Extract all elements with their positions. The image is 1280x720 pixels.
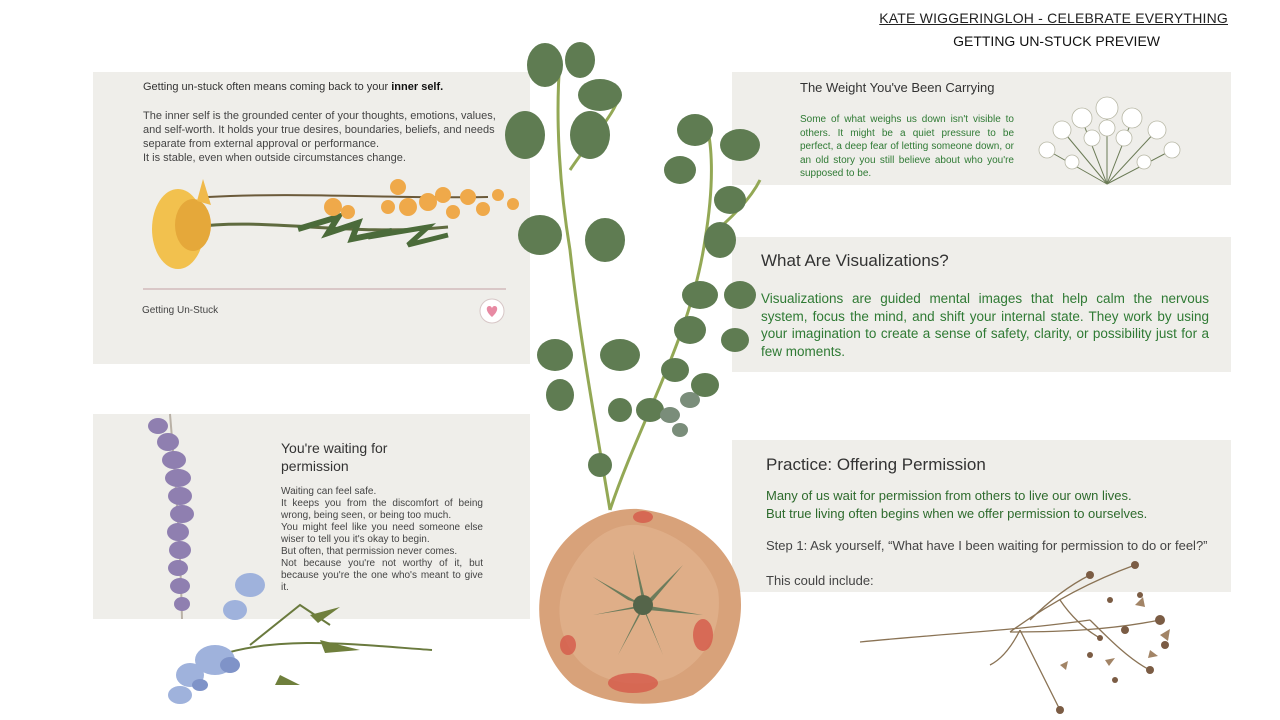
practice-intro: [766, 487, 1216, 522]
card-weight: [732, 72, 1231, 185]
visualizations-body: Visualizations are guided mental images that help calm the nervous system, focus the mind, and shift your internal state. They work by using your imagination to create a sense of safety, clarity, or possibility just for a few moments.: [761, 291, 1209, 359]
inner-self-paragraph: The inner self is the grounded center of your thoughts, emotions, values, and self-worth. It holds your true desires, boundaries, beliefs, and needs separate from external approval or performance.: [143, 110, 496, 150]
pressed-peach-flower-illustration: [533, 505, 748, 705]
blue-flower-sprig-illustration: [160, 565, 440, 720]
waiting-line-1: Waiting can feel safe.: [281, 486, 377, 497]
practice-include-label: This could include:: [766, 573, 874, 588]
waiting-line-3: You might feel like you need someone else wiser to tell you it's okay to begin.: [281, 522, 483, 545]
card-inner-self: [93, 72, 530, 364]
queen-annes-lace-illustration: [1032, 90, 1182, 185]
waiting-line-4: But often, that permission never comes.: [281, 546, 458, 557]
inner-self-body: [143, 109, 508, 165]
dried-seedhead-sprig-illustration: [860, 560, 1190, 715]
pressed-yellow-flowers: [148, 167, 518, 277]
divider: [143, 288, 506, 290]
footer-label: Getting Un-Stuck: [142, 305, 219, 316]
inner-self-bold: inner self.: [391, 81, 444, 93]
pressed-leafy-stem-illustration: [500, 40, 780, 520]
visualizations-title: What Are Visualizations?: [761, 251, 949, 270]
card-visualizations: [732, 237, 1231, 372]
header-author: KATE WIGGERINGLOH - CELEBRATE EVERYTHING: [879, 10, 1228, 26]
waiting-title: You're waiting for permission: [281, 440, 388, 474]
practice-step-1: Step 1: Ask yourself, “What have I been waiting for permission to do or feel?”: [766, 538, 1208, 553]
inner-self-paragraph-2: It is stable, even when outside circumstances change.: [143, 152, 406, 164]
waiting-line-2: It keeps you from the discomfort of being wrong, being seen, or being too much.: [281, 498, 483, 521]
weight-title: The Weight You've Been Carrying: [800, 80, 995, 95]
waiting-line-5: Not because you're not worthy of it, but because you're the one who's meant to give it.: [281, 558, 483, 593]
weight-body: Some of what weighs us down isn't visible to others. It might be a quiet pressure to be perfect, a deep fear of letting someone down, or an old story you still believe about who you're supposed to be.: [800, 114, 1014, 179]
inner-self-intro: Getting un-stuck often means coming back to your inner self.: [143, 81, 444, 93]
practice-title: Practice: Offering Permission: [766, 455, 986, 474]
practice-intro-line-2: But true living often begins when we offer permission to ourselves.: [766, 505, 1148, 521]
practice-intro-line-1: Many of us wait for permission from others to live our own lives.: [766, 488, 1132, 503]
header-subtitle: GETTING UN-STUCK PREVIEW: [953, 33, 1160, 49]
